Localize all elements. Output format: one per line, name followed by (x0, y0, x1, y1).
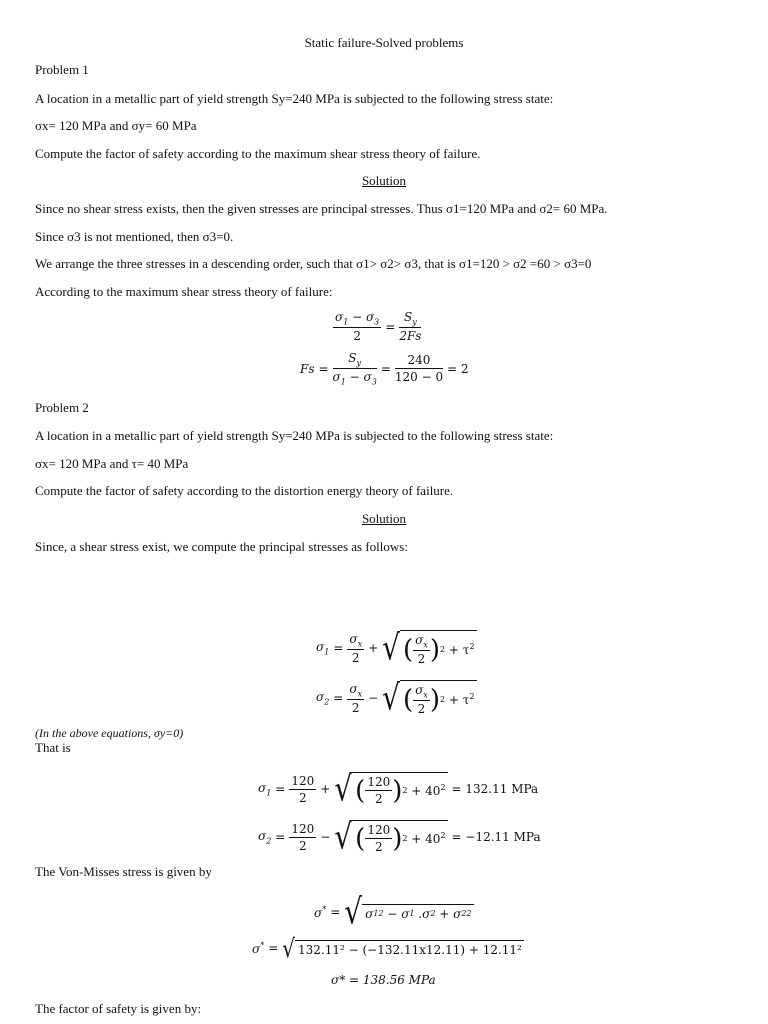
solution-1-line-4: According to the maximum shear stress theory of failure: (35, 284, 333, 299)
that-is-label: That is (35, 740, 71, 755)
equation-von-mises-numeric: σ* = √ 132.11² − (−132.11x12.11) + 12.11² (252, 933, 522, 963)
problem-2-stresses: σx= 120 MPa and τ= 40 MPa (35, 456, 189, 471)
solution-2-label: Solution (361, 511, 407, 526)
solution-1-line-3: We arrange the three stresses in a descending order, such that σ1> σ2> σ3, that is σ1=120 > σ2 =60 > σ3=0 (35, 256, 592, 271)
problem-1-task: Compute the factor of safety according to the maximum shear stress theory of failure. (35, 146, 481, 161)
equation-factor-of-safety-1: Fs = $\frac{S_y}{\sigma_1 - \sigma_3}$ = $\frac{240}{120 - 0}$ = 2 (300, 351, 469, 387)
problem-1-heading: Problem 1 (35, 62, 89, 77)
equation-max-shear: $\frac{\sigma_1 - \sigma_3}{2}$ = $\frac{S_y}{2Fs}$ (335, 310, 422, 344)
equation-sigma1-numeric: $\sigma_1$ = $\frac{120}{2}$ + √ ( $\frac{120}{2}$ ) 2 + $40^2$ = 132.11 MPa (258, 767, 539, 809)
equation-sigma2-formula: $\sigma_2$ = $\frac{\sigma_x}{2}$ − √ ( $\frac{\sigma_x}{2}$ ) 2 + $\tau^2$ (316, 676, 475, 719)
problem-1-statement: A location in a metallic part of yield strength Sy=240 MPa is subjected to the following stress state: (35, 91, 554, 106)
problem-2-statement: A location in a metallic part of yield strength Sy=240 MPa is subjected to the following stress state: (35, 428, 554, 443)
equation-sigma2-numeric: $\sigma_2$ = $\frac{120}{2}$ − √ ( $\frac{120}{2}$ ) 2 + $40^2$ = −12.11 MPa (258, 815, 541, 857)
von-mises-intro: The Von-Misses stress is given by (35, 864, 212, 879)
solution-1-line-1: Since no shear stress exists, then the given stresses are principal stresses. Thus σ1=120 MPa and σ2= 60 MPa. (35, 201, 608, 216)
solution-1-line-2: Since σ3 is not mentioned, then σ3=0. (35, 229, 234, 244)
problem-2-heading: Problem 2 (35, 400, 89, 415)
equation-von-mises-formula: σ* = √ σ 1 2 − σ 1 .σ 2 + σ 2 2 (314, 890, 472, 932)
problem-2-task: Compute the factor of safety according to the distortion energy theory of failure. (35, 483, 454, 498)
von-mises-result: σ* = 138.56 MPa (331, 973, 436, 987)
note-sigma-y: (In the above equations, σy=0) (35, 726, 184, 740)
solution-1-label: Solution (361, 173, 407, 188)
page-title: Static failure-Solved problems (304, 35, 464, 50)
equation-sigma1-formula: $\sigma_1$ = $\frac{\sigma_x}{2}$ + √ ( $\frac{\sigma_x}{2}$ ) 2 + $\tau^2$ (316, 626, 475, 669)
factor-of-safety-intro: The factor of safety is given by: (35, 1001, 202, 1016)
solution-2-line-1: Since, a shear stress exist, we compute the principal stresses as follows: (35, 539, 408, 554)
problem-1-stresses: σx= 120 MPa and σy= 60 MPa (35, 118, 197, 133)
